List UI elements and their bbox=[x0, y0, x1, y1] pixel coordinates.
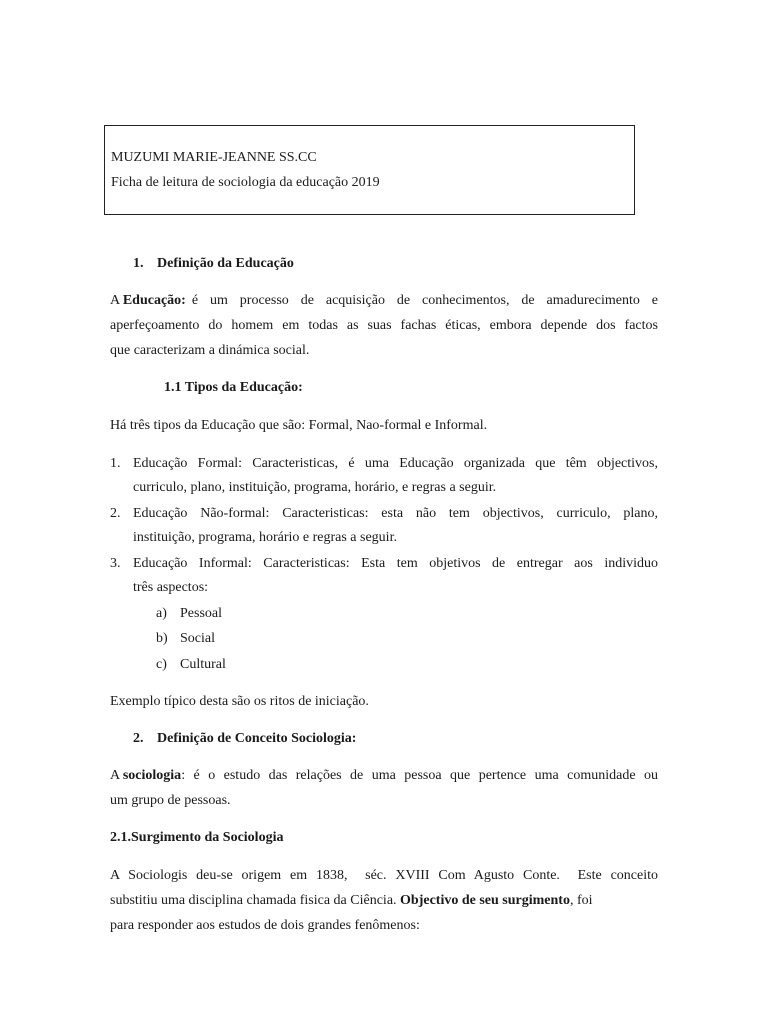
section1-number: 1. bbox=[133, 256, 144, 271]
list-item-2-line2: instituição, programa, horário e regras a seguir. bbox=[133, 530, 397, 545]
def2-prefix: A bbox=[110, 768, 123, 783]
subitem-c-text: Cultural bbox=[180, 657, 226, 672]
subitem-a-letter: a) bbox=[156, 606, 167, 621]
subitem-b-text: Social bbox=[180, 631, 215, 646]
list-item-2-line1: Educação Não-formal: Caracteristicas: esta não tem objectivos, curriculo, plano, bbox=[133, 506, 658, 521]
section1-def-line2 bbox=[110, 317, 658, 335]
section2-1-line1: A Sociologis deu-se origem em 1838, séc. XVIII Com Agusto Conte. Este conceito bbox=[110, 868, 658, 883]
document-subtitle: Ficha de leitura de sociologia da educação 2019 bbox=[111, 175, 380, 190]
section2-1-line3: para responder aos estudos de dois grandes fenômenos: bbox=[110, 918, 420, 933]
section1-1-heading: 1.1 Tipos da Educação: bbox=[164, 380, 303, 395]
list-item-1-number: 1. bbox=[110, 456, 121, 471]
objective-bold-phrase: Objectivo de seu surgimento bbox=[400, 893, 570, 908]
subitem-a-text: Pessoal bbox=[180, 606, 222, 621]
list-item-3-line1: Educação Informal: Caracteristicas: Esta tem objetivos de entregar aos individuo bbox=[133, 556, 658, 571]
example-line: Exemplo típico desta são os ritos de iniciação. bbox=[110, 694, 369, 709]
def2-line1-rest: : é o estudo das relações de uma pessoa que pertence uma comunidade ou bbox=[181, 768, 658, 783]
def-term-educacao: Educação: bbox=[122, 293, 186, 308]
section2-number: 2. bbox=[133, 731, 144, 746]
section2-1-heading: 2.1.Surgimento da Sociologia bbox=[110, 830, 284, 845]
def-line1-rest: é um processo de acquisição de conhecimentos, de amadurecimento e bbox=[191, 293, 658, 308]
def-line2: aperfeçoamento do homem em todas as suas fachas éticas, embora depende dos factos bbox=[110, 318, 658, 333]
list-item-3-line2: três aspectos: bbox=[133, 580, 209, 595]
author-name: MUZUMI MARIE-JEANNE SS.CC bbox=[111, 150, 317, 165]
section2-heading: Definição de Conceito Sociologia: bbox=[157, 731, 357, 746]
section2-1-line2: substitiu uma disciplina chamada fisica da Ciência. Objectivo de seu surgimento, foi bbox=[110, 893, 593, 908]
section2-def-line1 bbox=[110, 767, 658, 785]
subitem-c-letter: c) bbox=[156, 657, 167, 672]
subitem-b-letter: b) bbox=[156, 631, 168, 646]
list-item-3-number: 3. bbox=[110, 556, 121, 571]
types-intro: Há três tipos da Educação que são: Formal, Nao-formal e Informal. bbox=[110, 418, 488, 433]
section2-def-line2: um grupo de pessoas. bbox=[110, 793, 231, 808]
list-item-1-line2: curriculo, plano, instituição, programa, horário, e regras a seguir. bbox=[133, 480, 497, 495]
header-box bbox=[104, 125, 635, 215]
section1-def-line3: que caracterizam a dinámica social. bbox=[110, 343, 310, 358]
section1-heading: Definição da Educação bbox=[157, 256, 294, 271]
list-item-2-number: 2. bbox=[110, 506, 121, 521]
def-prefix: A bbox=[110, 293, 123, 308]
section1-def-line1 bbox=[110, 292, 658, 310]
def-term-sociologia: sociologia bbox=[122, 768, 182, 783]
list-item-1-line1: Educação Formal: Caracteristicas, é uma Educação organizada que têm objectivos, bbox=[133, 456, 658, 471]
